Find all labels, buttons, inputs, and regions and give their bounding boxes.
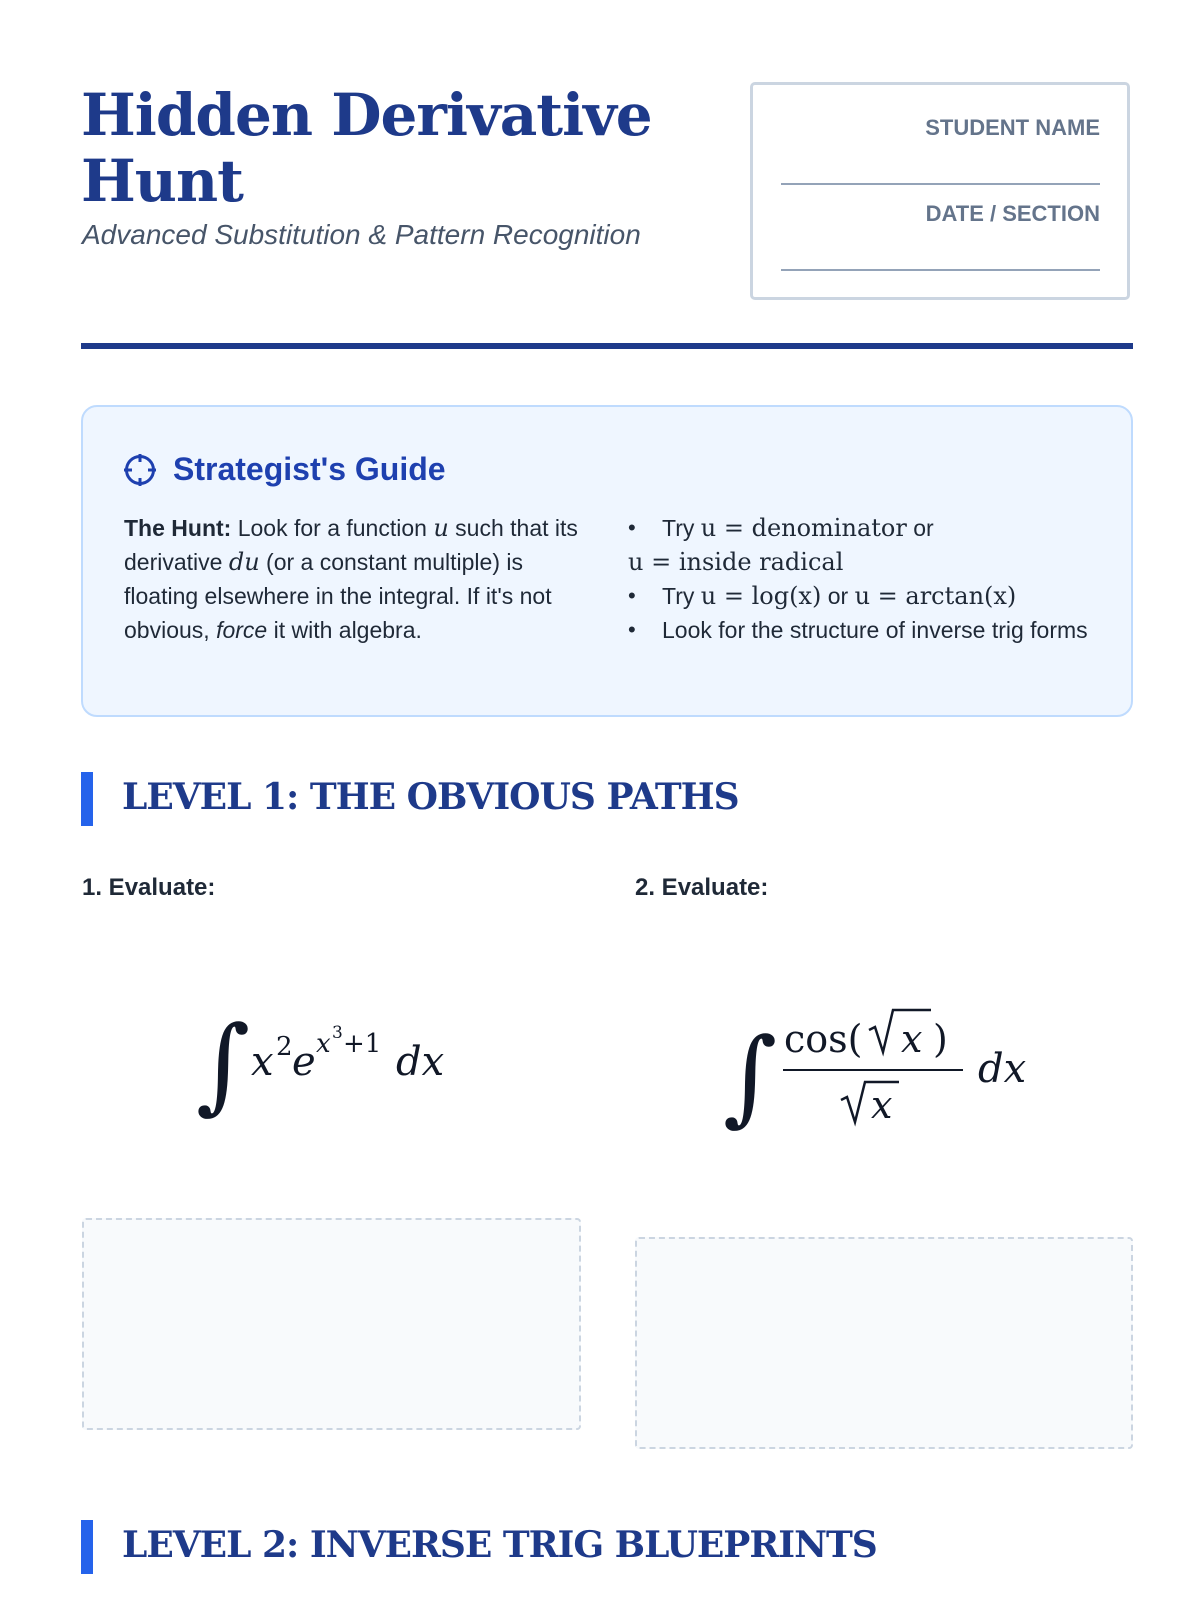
- svg-text:x: x: [316, 1029, 331, 1059]
- tip-math: u = inside radical: [628, 548, 844, 576]
- crosshair-icon: [123, 453, 157, 487]
- problem-1-integral: [196, 1000, 556, 1130]
- guide-tip: [628, 613, 1098, 647]
- level-accent-bar: [81, 1520, 93, 1574]
- tip-math: u = denominator: [700, 514, 907, 542]
- date-section-label: DATE / SECTION: [925, 201, 1100, 226]
- hunt-u: u: [433, 514, 449, 542]
- svg-text:∫: ∫: [196, 1003, 251, 1125]
- tip-prefix: Try: [662, 583, 701, 609]
- tip-mid: or: [821, 583, 855, 609]
- svg-text:dx: dx: [396, 1039, 445, 1085]
- svg-text:): ): [933, 1017, 948, 1061]
- student-info-box: [750, 82, 1130, 300]
- svg-text:+1: +1: [343, 1029, 382, 1059]
- header-divider: [81, 343, 1133, 349]
- student-name-label: STUDENT NAME: [925, 115, 1100, 140]
- guide-tips-list: [628, 511, 1098, 647]
- svg-text:∫: ∫: [723, 1015, 778, 1137]
- date-section-line[interactable]: [781, 269, 1100, 271]
- problem-1-work-area[interactable]: [82, 1218, 581, 1430]
- hunt-label: The Hunt:: [124, 515, 232, 541]
- problem-2-label: 2. Evaluate:: [635, 874, 769, 901]
- page-subtitle: Advanced Substitution & Pattern Recognition: [82, 219, 641, 250]
- svg-text:x: x: [871, 1083, 893, 1127]
- problem-1-label: 1. Evaluate:: [82, 874, 216, 901]
- tip-mid: or: [906, 515, 934, 541]
- guide-hunt-text: [124, 511, 594, 647]
- worksheet-page: [81, 0, 1133, 1600]
- guide-tip: [628, 511, 1098, 579]
- guide-tip: [628, 579, 1098, 613]
- tip-math: u = log(x): [700, 582, 822, 610]
- svg-text:dx: dx: [978, 1046, 1027, 1092]
- guide-title: Strategist's Guide: [173, 451, 446, 487]
- tip-math: u = arctan(x): [854, 582, 1017, 610]
- page-title: Hidden Derivative Hunt: [81, 81, 652, 215]
- problem-2-work-area[interactable]: [635, 1237, 1133, 1449]
- svg-text:3: 3: [332, 1023, 343, 1043]
- svg-text:x: x: [251, 1039, 274, 1085]
- svg-text:x: x: [901, 1017, 923, 1061]
- tip-prefix: Try: [662, 515, 701, 541]
- tip-text: Look for the structure of inverse trig forms: [662, 617, 1088, 643]
- level-title: LEVEL 1: THE OBVIOUS PATHS: [122, 776, 739, 818]
- level-title: LEVEL 2: INVERSE TRIG BLUEPRINTS: [122, 1524, 877, 1566]
- strategist-guide: [81, 405, 1133, 717]
- level-accent-bar: [81, 772, 93, 826]
- svg-text:cos(: cos(: [784, 1017, 863, 1061]
- hunt-text-2: such that its derivative: [124, 515, 578, 575]
- hunt-force: force: [216, 617, 268, 643]
- hunt-text-3: (or a constant multiple) is floating elsewhere in the integral. If it's not obvious,: [124, 549, 552, 643]
- problem-2-integral: [723, 1000, 1143, 1150]
- hunt-text-1: Look for a function: [231, 515, 434, 541]
- student-name-line[interactable]: [781, 183, 1100, 185]
- svg-text:e: e: [292, 1039, 316, 1085]
- hunt-du: du: [228, 548, 260, 576]
- svg-text:2: 2: [276, 1032, 293, 1062]
- hunt-text-4: it with algebra.: [267, 617, 422, 643]
